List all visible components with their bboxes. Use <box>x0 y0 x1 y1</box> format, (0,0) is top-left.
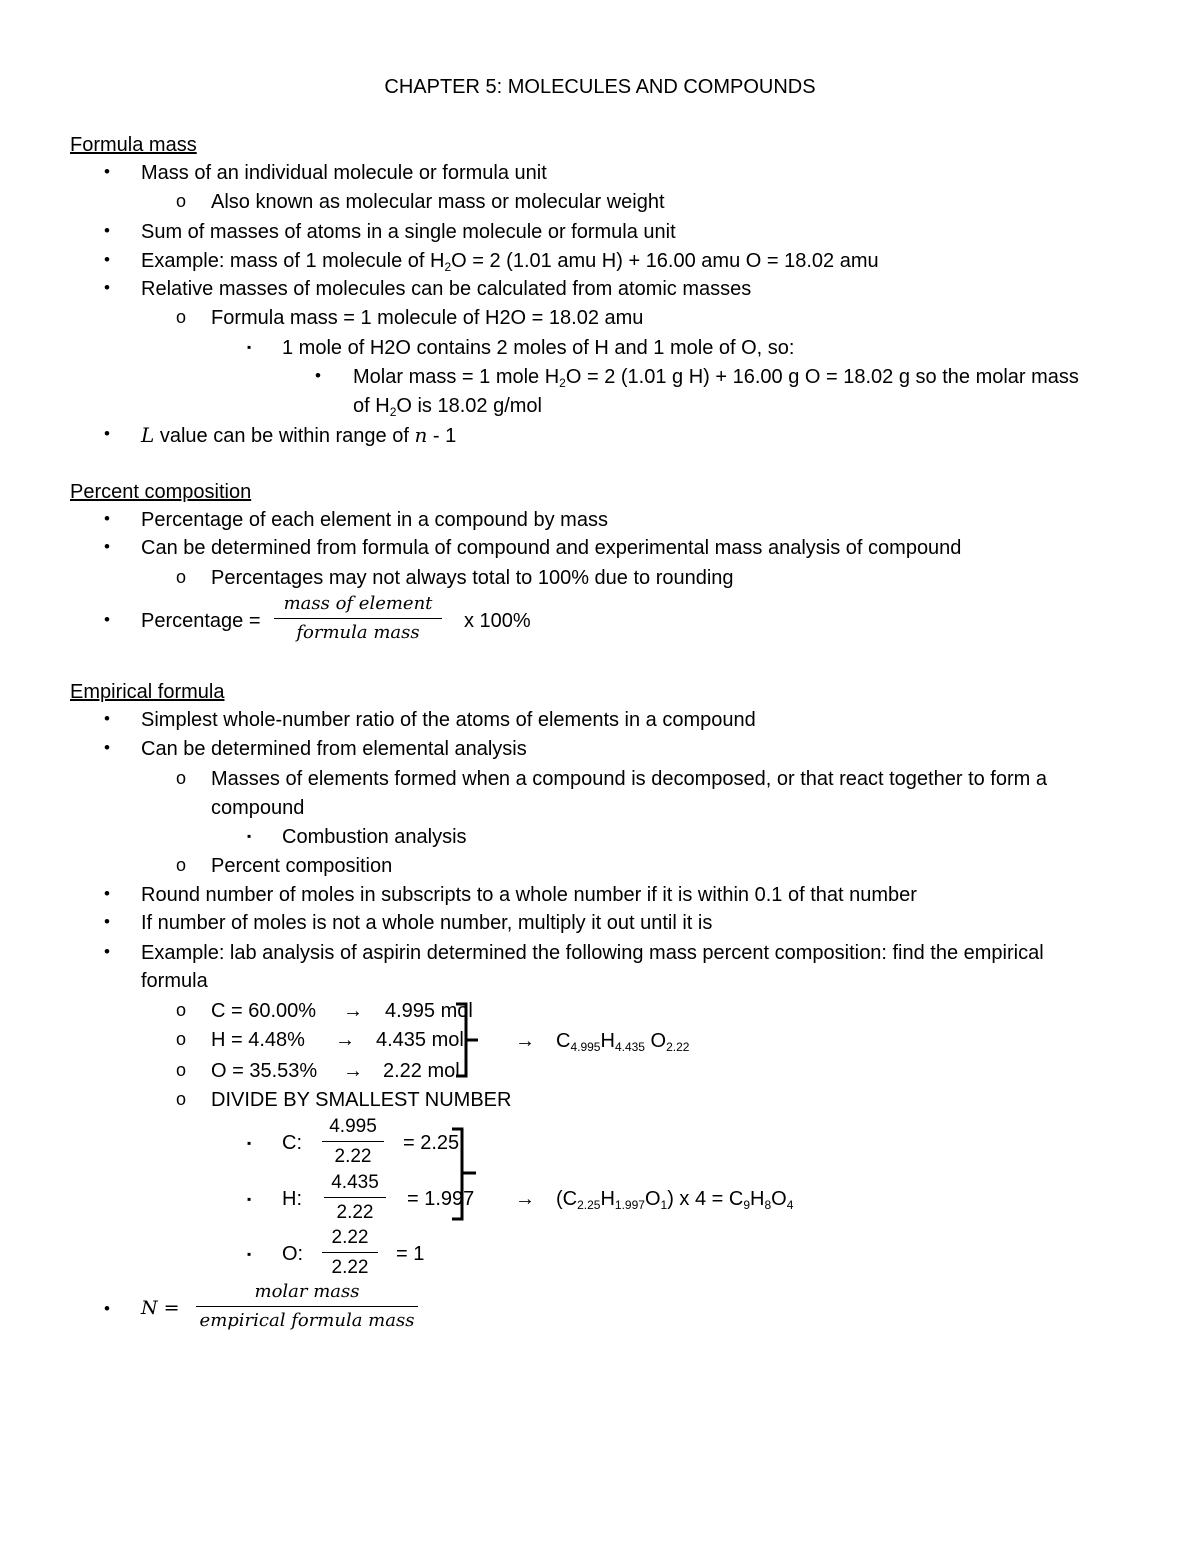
list-item: Masses of elements formed when a compound is decomposed, or that react together to form a <box>211 768 1047 790</box>
bullet: • <box>104 278 110 297</box>
ratio-result: = 1 <box>396 1243 425 1265</box>
list-item-continuation: of $H_2O$ is 18.02 g/mol <box>353 395 542 419</box>
list-item: Sum of masses of atoms in a single molecule or formula unit <box>141 221 676 243</box>
list-item: DIVIDE BY SMALLEST NUMBER <box>211 1089 512 1111</box>
n-fraction <box>196 1283 418 1330</box>
page-title: CHAPTER 5: MOLECULES AND COMPOUNDS <box>384 76 816 98</box>
bullet: • <box>104 884 110 903</box>
list-item: Molar mass = 1 mole $H_2O = 2$ (1.01 g H) + 16.00 g O = 18.02 g so the molar mass <box>353 366 1079 390</box>
section-heading-formula-mass: Formula mass <box>70 134 197 156</box>
element-moles: 4.435 mol <box>376 1029 464 1051</box>
ratio-fraction <box>322 1117 384 1166</box>
list-item-continuation: formula <box>141 970 208 992</box>
arrow: → <box>335 1029 355 1051</box>
list-item: Percentage of each element in a compound by mass <box>141 509 608 531</box>
formula-label: Percentage = <box>141 610 261 632</box>
list-item: Simplest whole-number ratio of the atoms of elements in a compound <box>141 709 756 731</box>
formula-label: N = <box>141 1297 180 1319</box>
list-item: L value can be within range of n - 1 <box>141 423 457 447</box>
bullet: • <box>104 610 110 629</box>
bullet: ▪ <box>247 340 252 354</box>
bullet: o <box>176 1089 187 1109</box>
list-item: Also known as molecular mass or molecular weight <box>211 191 665 213</box>
ratio-fraction <box>322 1228 378 1277</box>
percentage-fraction <box>274 595 442 642</box>
list-item: Can be determined from formula of compound and experimental mass analysis of compound <box>141 537 962 559</box>
empirical-formula-1: $C_{4.995}H_{4.435}$ $O_{2.22}$ <box>556 1030 690 1054</box>
fraction-numerator: 2.22 <box>331 1227 369 1248</box>
fraction-denominator: 2.22 <box>336 1202 374 1223</box>
bullet: • <box>104 537 110 556</box>
list-item: Combustion analysis <box>282 826 467 848</box>
bullet: • <box>104 738 110 757</box>
bullet: o <box>176 855 187 875</box>
bullet: o <box>176 307 187 327</box>
fraction-bar <box>322 1141 384 1142</box>
list-item: Example: mass of 1 molecule of $H_2O = 2$ (1.01 amu H) + 16.00 amu O = 18.02 amu <box>141 250 879 274</box>
bullet: • <box>104 221 110 240</box>
fraction-denominator: 2.22 <box>334 1146 372 1167</box>
right-brace-icon <box>448 1125 482 1225</box>
fraction-numerator: molar mass <box>254 1281 360 1302</box>
bullet: o <box>176 1060 187 1080</box>
bullet: ▪ <box>247 1136 252 1150</box>
empirical-formula-result: $(C_{2.25}H_{1.997}O_1)$ x $4 = C_9H_8O_4$ <box>556 1188 794 1212</box>
right-brace-icon <box>452 1000 482 1082</box>
ratio-label: O: <box>282 1243 304 1265</box>
fraction-bar <box>322 1252 378 1253</box>
bullet: o <box>176 567 187 587</box>
fraction-denominator: 2.22 <box>331 1257 369 1278</box>
ratio-label: C: <box>282 1132 302 1154</box>
list-item: Relative masses of molecules can be calculated from atomic masses <box>141 278 752 300</box>
list-item: If number of moles is not a whole number, multiply it out until it is <box>141 912 713 934</box>
bullet: • <box>104 162 110 181</box>
ratio-result: = 1.997 <box>407 1188 475 1210</box>
bullet: • <box>104 709 110 728</box>
bullet: • <box>104 1299 110 1318</box>
fraction-numerator: 4.435 <box>331 1172 379 1193</box>
bullet: • <box>104 942 110 961</box>
list-item: Percentages may not always total to 100% due to rounding <box>211 567 734 589</box>
formula-suffix: x 100% <box>464 610 531 632</box>
list-item: Percent composition <box>211 855 393 877</box>
list-item: Round number of moles in subscripts to a whole number if it is within 0.1 of that number <box>141 884 917 906</box>
bullet: o <box>176 191 187 211</box>
section-heading-empirical-formula: Empirical formula <box>70 681 225 703</box>
bullet: o <box>176 1029 187 1049</box>
arrow: → <box>343 1060 363 1082</box>
element-moles: 4.995 mol <box>385 1000 473 1022</box>
bullet: • <box>104 424 110 443</box>
bullet: ▪ <box>247 1192 252 1206</box>
bullet: ▪ <box>247 1247 252 1261</box>
list-item: Formula mass = 1 molecule of H2O = 18.02 amu <box>211 307 644 329</box>
fraction-denominator: formula mass <box>296 622 420 643</box>
list-item-continuation: compound <box>211 797 305 819</box>
bullet: o <box>176 1000 187 1020</box>
element-percent: O = 35.53% <box>211 1060 318 1082</box>
bullet: o <box>176 768 187 788</box>
section-heading-percent-composition: Percent composition <box>70 481 252 503</box>
arrow: → <box>515 1030 535 1052</box>
bullet: • <box>104 509 110 528</box>
arrow: → <box>515 1188 535 1210</box>
ratio-result: = 2.25 <box>403 1132 460 1154</box>
fraction-numerator: mass of element <box>283 593 433 614</box>
fraction-bar <box>324 1197 386 1198</box>
element-moles: 2.22 mol <box>383 1060 460 1082</box>
element-percent: H = 4.48% <box>211 1029 305 1051</box>
fraction-bar <box>274 618 442 619</box>
list-item: Can be determined from elemental analysis <box>141 738 527 760</box>
bullet: ▪ <box>247 829 252 843</box>
bullet: • <box>104 250 110 269</box>
list-item: 1 mole of H2O contains 2 moles of H and 1 mole of O, so: <box>282 337 795 359</box>
list-item: Mass of an individual molecule or formula unit <box>141 162 547 184</box>
element-percent: C = 60.00% <box>211 1000 317 1022</box>
list-item: Example: lab analysis of aspirin determined the following mass percent composition: find the empirical <box>141 942 1044 964</box>
ratio-label: H: <box>282 1188 302 1210</box>
bullet: • <box>104 912 110 931</box>
bullet: • <box>315 366 321 385</box>
arrow: → <box>343 1000 363 1022</box>
ratio-fraction <box>324 1173 386 1222</box>
fraction-numerator: 4.995 <box>329 1116 377 1137</box>
fraction-denominator: empirical formula mass <box>199 1310 415 1331</box>
fraction-bar <box>196 1306 418 1307</box>
